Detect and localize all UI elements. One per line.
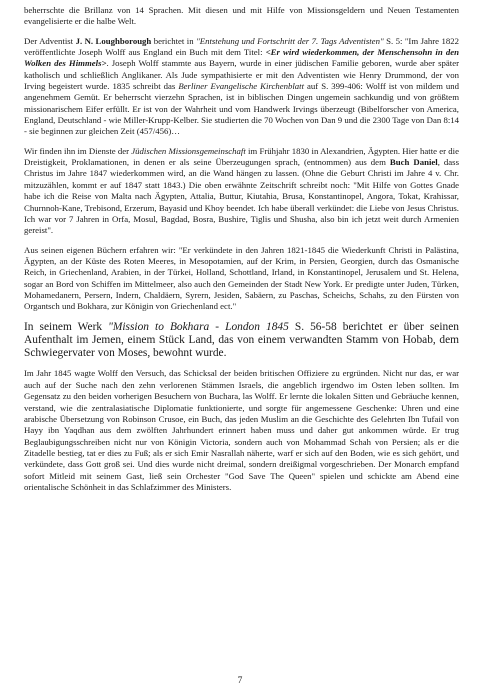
text-run: im Frühjahr 1830 in Alexandrien, Ägypten. Hier hatte er die Dreistigkeit, Proklamationen, in denen er als seine Überzeugungen sprach, (entnommen) aus dem <box>24 145 459 168</box>
text-run: Der Adventist <box>24 35 76 46</box>
paragraph-brillanz <box>24 5 459 28</box>
paragraph-loughborough <box>24 36 459 138</box>
italic-text: Berliner Evangelische Kirchenblatt <box>178 81 305 92</box>
text-run: In seinem Werk <box>24 320 109 333</box>
paragraph-eigene-buecher <box>24 245 459 313</box>
bold-text: J. N. Loughborough <box>75 35 152 46</box>
text-run: beherrschte die Brillanz von 14 Sprachen. Mit diesen und mit Hilfe von Missionsgeldern und Neuen Testamenten evangelisierte er die halbe Welt. <box>24 5 459 27</box>
text-run: S. 5: "Im Jahre 1822 veröffentlichte Joseph Wolff aus England ein Buch mit dem Titel: <box>24 35 459 58</box>
paragraph-mission-to-bokhara <box>24 321 459 361</box>
text-run: Wir finden ihn im Dienste der <box>24 145 132 156</box>
paragraph-jahr-1845 <box>24 368 459 493</box>
bold-italic-text: <Er wird wiederkommen, der Menschensohn in den Wolken des Himmels> <box>24 47 459 69</box>
italic-text: "Mission to Bokhara - London 1845 <box>108 320 289 333</box>
italic-text: Jüdischen Missionsgemeinschaft <box>131 145 246 156</box>
text-run: . Joseph Wolff stammte aus Bayern, wurde in einer jüdischen Familie geboren, wurde aber später katholisch und schließlich Anglikaner. Als Jude sympathisierte er mit den Adventisten wie Henry Drummond, der von Irving begeistert wurde. 1835 schreibt das <box>24 58 459 92</box>
paragraph-alexandrien <box>24 146 459 237</box>
text-run: , dass Christus im Jahre 1847 wiederkommen wird, an die Wand hängen zu lassen. (Ohne die Geburt Christi im Jahre 4 v. Chr. mitzuzählen, kommt er auf 1847 statt 1843.) Die oben erwähnte Zeitschrift schreibt noch: "Mit Hilfe von Gottes Gnade habe ich die Reise von Malta nach Ägypten, Attalia, Buttur, Kiutahia, Brusa, Konstantinopel, Angora, Tokat, Krahissar, Churnnoh-Kane, Trebisond, Erzerum, Bayasid und Khoy beendet. Ich habe überall verkündet: die Liebe von Jesus Christus. Ich war vor 7 Jahren in Orfa, Mosul, Bagdad, Bosra, Bushire, Tiglis und Shusha, also bin ich jetzt weit durch Armenien gereist". <box>24 157 459 236</box>
text-run: Aus seinen eigenen Büchern erfahren wir: "Er verkündete in den Jahren 1821-1845 die Wiederkunft Christi in Palästina, Ägypten, an der Küste des Roten Meeres, in Mesopotamien, auf der Krim, in Persien, Georgien, durch das Osmanische Reich, in Griechenland, Arabien, in der Türkei, Holland, Schottland, Irland, in Konstantinopel, Jerusalem und St. Helena, sogar an Bord von Schiffen im Mittelmeer, also auch den Gemeinden der Stadt New York. Er predigte unter Juden, Türken, Mohamedanern, Persern, Indern, Chaldäern, Syrern, Jesiden, Sabäern, zu Paschas, Scheichs, Schahs, zu den Fürsten von Organtsch und Bokhara, zur Königin von Griechenland ect." <box>24 244 459 312</box>
italic-text: "Entstehung und Fortschritt der 7. Tags Adventisten" <box>196 35 384 46</box>
text-run: berichtet in <box>151 35 197 46</box>
page-number: 7 <box>237 676 243 686</box>
text-run: S. 56-58 berichtet er über seinen Aufenthalt im Jemen, einem Stück Land, das von einem verwandten Stamm von Hobab, dem Schwiegervater von Moses, bewohnt wurde. <box>24 320 459 360</box>
text-run: auf S. 399-406: Wolff ist von mildem und angenehmem Gemüt. Er beherrscht vierzehn Sprachen, ist in biblischen Dingen ungemein sachkundig und von größtem missionarischem Eifer erfüllt. Er ist von der Wahrheit und vom Handwerk Irvings überzeugt (Bibelforscher von America, England, Deutschland - wie Miller-Krupp-Kelber. Sie studierten die 70 Wochen von Dan 9 und die 2300 Tage von Dan 8:14 - sie beginnen zur gleichen Zeit (457/456)… <box>24 81 459 137</box>
text-run: Im Jahr 1845 wagte Wolff den Versuch, das Schicksal der beiden britischen Offiziere zu ergründen. Nicht nur das, er war auch auf der Suche nach den zehn verlorenen Stämmen Israels, die angeblich irgendwo im Osten leben sollten. Im Gegensatz zu den beiden vorherigen Besuchern von Buchara, las Wolff. Er lernte die lokalen Sitten und Gebräuche kennen, verstand, wie die zentralasiatische Diplomatie funktionierte, und sorgte für angemessene Geschenke: Uhren und eine arabische Übersetzung von Robinson Crusoe, ein Buch, das jeden Muslim an die Geschichte des Gelehrten Ibn Tufail von Hayy ibn Yaqdhan aus dem zwölften Jahrhundert erinnert haben muss und daher gut ankommen würde. Er trug Beglaubigungsschreiben nicht nur von Königin Victoria, sondern auch von Mohammad Schah von Persien; als er die Zitadelle bestieg, tat er dies zu Fuß; als er sich Emir Nasrallah näherte, warf er sich auf den Boden, wie es sich gehört, und verkündete, dass Gott groß sei. Und dies wurde nicht dreimal, sondern dreißigmal vorgeschrieben. Der Monarch empfand sofort Mitleid mit seinem Gast, ließ sein Orchester "God Save The Queen" spielen und schickte am Abend eine orientalische Schönheit in das Schlafzimmer des Ministers. <box>24 368 459 492</box>
bold-text: Buch Daniel <box>389 157 438 168</box>
